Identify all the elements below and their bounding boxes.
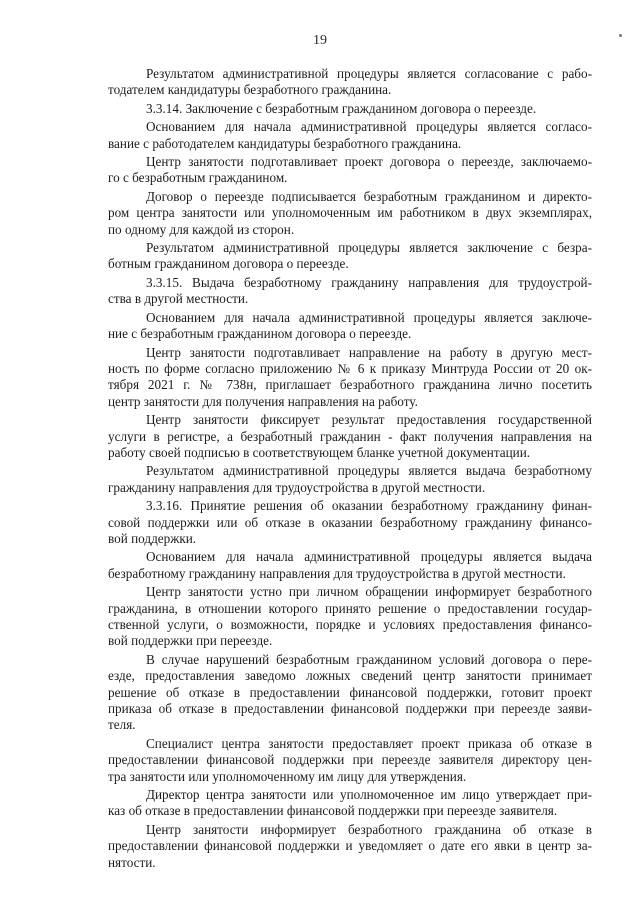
scan-dot-mark [619, 34, 622, 37]
text-line: предоставлении финансовой поддержки при переезде заявителя директору цен- [108, 752, 592, 768]
text-line: Результатом административной процедуры является выдача безработному [146, 463, 592, 479]
text-line: приказа об отказе в предоставлении финансовой поддержки при переезде заяви- [108, 701, 592, 717]
text-line: теля. [108, 717, 136, 733]
text-line: Центр занятости устно при личном обращении информирует безработного [146, 584, 592, 600]
text-line: тября 2021 г. № 738н, приглашает безработного гражданина лично посетить [108, 377, 592, 393]
paragraph [108, 498, 592, 547]
text-line: го с безработным гражданином. [108, 170, 288, 186]
text-line: Результатом административной процедуры является заключение с безра- [146, 240, 592, 256]
text-line: центр занятости для получения направления на работу. [108, 393, 418, 409]
paragraph [108, 66, 592, 99]
text-line: нятости. [108, 854, 156, 870]
text-line: Основанием для начала административной процедуры является выдача [146, 549, 592, 565]
text-line: тодателем кандидатуры безработного гражданина. [108, 82, 392, 98]
paragraph [108, 822, 592, 871]
text-line: ства в другой местности. [108, 291, 249, 307]
text-line: тра занятости или уполномоченному им лицу для утверждения. [108, 768, 467, 784]
text-line: Центр занятости информирует безработного гражданина об отказе в [146, 821, 592, 837]
text-line: ность по форме согласно приложению № 6 к приказу Минтруда России от 20 ок- [108, 360, 592, 376]
text-line: гражданина, в отношении которого принято решение о предоставлении государ- [108, 600, 592, 616]
text-line: предоставлении финансовой поддержки и уведомляет о дате его явки в центр за- [108, 838, 592, 854]
paragraph [108, 412, 592, 461]
text-line: ром центра занятости или уполномоченным им работником в двух экземплярах, [108, 205, 592, 221]
paragraph [108, 310, 592, 343]
text-line: езде, предоставления заведомо ложных сведений центр занятости принимает [108, 668, 592, 684]
text-line: безработному гражданину направления для трудоустройства в другой местности. [108, 565, 566, 581]
text-line: ние с безработным гражданином договора о переезде. [108, 326, 412, 342]
text-line: Договор о переезде подписывается безработным гражданином и директо- [146, 188, 592, 204]
text-line: вой поддержки при переезде. [108, 633, 273, 649]
text-line: по одному для каждой из сторон. [108, 221, 295, 237]
paragraph [108, 101, 592, 117]
text-line: Специалист центра занятости предоставляет проект приказа об отказе в [146, 735, 592, 751]
text-line: совой поддержки или об отказе в оказании безработному гражданину финансо- [108, 514, 592, 530]
text-line: Центр занятости подготавливает направление на работу в другую мест- [146, 344, 592, 360]
paragraph [108, 119, 592, 152]
text-line: В случае нарушений безработным гражданином условий договора о пере- [146, 651, 592, 667]
text-line: гражданину направления для трудоустройства в другой местности. [108, 479, 486, 495]
text-line: 3.3.16. Принятие решения об оказании безработному гражданину финан- [146, 498, 592, 514]
paragraph [108, 275, 592, 308]
paragraph [108, 736, 592, 785]
text-line: Основанием для начала административной процедуры является заключе- [146, 309, 592, 325]
text-line: 3.3.14. Заключение с безработным гражданином договора о переезде. [146, 100, 537, 116]
text-line: Центр занятости подготавливает проект договора о переезде, заключаемо- [146, 154, 592, 170]
text-line: 3.3.15. Выдача безработному гражданину направления для трудоустрой- [146, 274, 592, 290]
body-text [108, 66, 592, 873]
paragraph [108, 345, 592, 411]
text-line: Центр занятости фиксирует результат предоставления государственной [146, 412, 592, 428]
paragraph [108, 463, 592, 496]
text-line: Директор центра занятости или уполномоченное им лицо утверждает при- [146, 787, 592, 803]
page-number: 19 [313, 33, 327, 48]
paragraph [108, 189, 592, 238]
paragraph [108, 652, 592, 734]
paragraph [108, 154, 592, 187]
text-line: вание с работодателем кандидатуры безработного гражданина. [108, 135, 462, 151]
paragraph [108, 787, 592, 820]
text-line: ботным гражданином договора о переезде. [108, 256, 349, 272]
text-line: Результатом административной процедуры является согласование с рабо- [146, 66, 592, 81]
paragraph [108, 584, 592, 650]
text-line: решение об отказе в предоставлении финансовой поддержки, готовит проект [108, 684, 592, 700]
text-line: вой поддержки. [108, 530, 197, 546]
text-line: Основанием для начала административной процедуры является согласо- [146, 119, 592, 135]
text-line: услуги в регистре, а безработный гражданин - факт получения направления на [108, 428, 592, 444]
text-line: работу своей подписью в соответствующем бланке учетной документации. [108, 444, 531, 460]
text-line: ственной услуги, о возможности, порядке и условиях предоставления финансо- [108, 617, 592, 632]
paragraph [108, 549, 592, 582]
text-line: каз об отказе в предоставлении финансовой поддержки при переезде заявителя. [108, 803, 558, 819]
paragraph [108, 240, 592, 273]
